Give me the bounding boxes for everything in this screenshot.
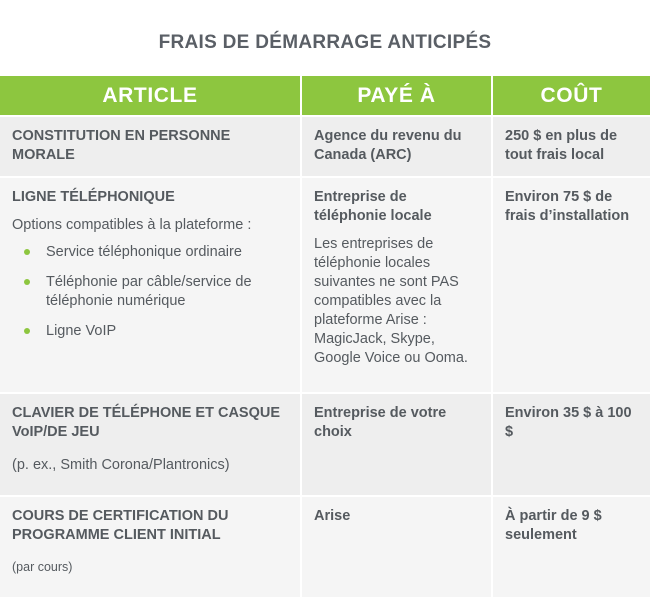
bullet-icon: [24, 279, 30, 285]
list-item-label: Service téléphonique ordinaire: [46, 244, 242, 260]
paid-to-cell: [301, 116, 492, 177]
table-header-row: [0, 76, 650, 116]
column-header-paid-to: PAYÉ À: [301, 76, 492, 116]
cost-cell: [492, 116, 650, 177]
paid-to-cell: [301, 496, 492, 597]
article-title: LIGNE TÉLÉPHONIQUE: [12, 189, 175, 205]
cost-text: 250 $ en plus de tout frais local: [505, 128, 618, 163]
startup-costs-table: [0, 76, 650, 597]
list-item-label: Téléphonie par câble/service de téléphonie numérique: [46, 274, 252, 309]
cost-text: Environ 75 $ de frais d’installation: [505, 189, 630, 224]
paid-to-text: Entreprise de téléphonie locale: [314, 189, 432, 224]
article-cell: [0, 177, 301, 393]
table-row: [0, 116, 650, 177]
article-title: COURS DE CERTIFICATION DU PROGRAMME CLIENT INITIAL: [12, 508, 229, 543]
list-item-label: Ligne VoIP: [46, 323, 117, 339]
article-note: (p. ex., Smith Corona/Plantronics): [12, 457, 230, 473]
compatible-options-list: [12, 243, 290, 341]
article-cell: [0, 116, 301, 177]
cost-cell: [492, 177, 650, 393]
bullet-icon: [24, 249, 30, 255]
column-header-cost: COÛT: [492, 76, 650, 116]
table-row: [0, 393, 650, 496]
column-header-article: ARTICLE: [0, 76, 301, 116]
bullet-icon: [24, 328, 30, 334]
paid-to-note: Les entreprises de téléphonie locales suivantes ne sont PAS compatibles avec la plateforme Arise : MagicJack, Skype, Google Voice ou Ooma.: [314, 236, 468, 366]
article-title: CLAVIER DE TÉLÉPHONE ET CASQUE VoIP/DE JEU: [12, 405, 281, 440]
article-cell: [0, 496, 301, 597]
list-item: [24, 322, 290, 341]
cost-text: À partir de 9 $ seulement: [505, 508, 602, 543]
article-description: Options compatibles à la plateforme :: [12, 217, 252, 233]
cost-cell: [492, 496, 650, 597]
cost-text: Environ 35 $ à 100 $: [505, 405, 632, 440]
table-row: [0, 177, 650, 393]
page-title: FRAIS DE DÉMARRAGE ANTICIPÉS: [158, 32, 492, 53]
paid-to-cell: [301, 393, 492, 496]
paid-to-text: Arise: [314, 508, 351, 524]
paid-to-cell: [301, 177, 492, 393]
article-note: (par cours): [12, 560, 73, 574]
cost-cell: [492, 393, 650, 496]
article-cell: [0, 393, 301, 496]
paid-to-text: Agence du revenu du Canada (ARC): [314, 128, 462, 163]
list-item: [24, 273, 290, 311]
list-item: [24, 243, 290, 262]
table-row: [0, 496, 650, 597]
paid-to-text: Entreprise de votre choix: [314, 405, 447, 440]
article-title: CONSTITUTION EN PERSONNE MORALE: [12, 128, 231, 163]
